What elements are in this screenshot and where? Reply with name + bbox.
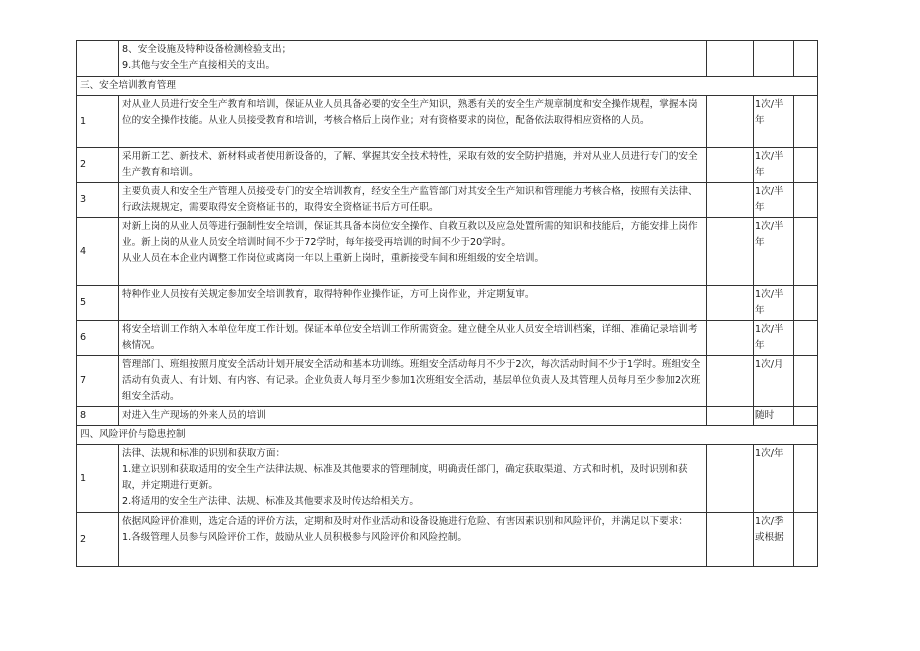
item-number: 4 <box>77 218 119 286</box>
item-number: 1 <box>77 445 119 513</box>
frequency-cell: 1次/半年 <box>754 183 794 218</box>
frequency-cell: 1次/半年 <box>754 148 794 183</box>
remarks-cell <box>794 183 818 218</box>
remarks-cell <box>794 41 818 77</box>
content-line: 9.其他与安全生产直接相关的支出。 <box>122 60 276 71</box>
frequency-cell: 1次/半年 <box>754 286 794 321</box>
content-line: 1.建立识别和获取适用的安全生产法律法规、标准及其他要求的管理制度，明确责任部门，确定获取渠道、方式和时机，及时识别和获取，并定期进行更新。 <box>122 464 688 491</box>
item-number: 2 <box>77 148 119 183</box>
blank-cell <box>707 148 754 183</box>
blank-cell <box>707 286 754 321</box>
table-row <box>77 286 818 321</box>
table-row <box>77 183 818 218</box>
content-line: 采用新工艺、新技术、新材料或者使用新设备的，了解、掌握其安全技术特性，采取有效的安全防护措施，并对从业人员进行专门的安全生产教育和培训。 <box>122 151 698 178</box>
blank-cell <box>707 445 754 513</box>
blank-cell <box>707 218 754 286</box>
item-content <box>119 183 707 218</box>
remarks-cell <box>794 218 818 286</box>
content-line: 8、安全设施及特种设备检测检验支出； <box>122 44 292 55</box>
content-line: 管理部门、班组按照月度安全活动计划开展安全活动和基本功训练。班组安全活动每月不少于2次，每次活动时间不少于1学时。班组安全活动有负责人、有计划、有内容、有记录。企业负责人每月至少参加1次班组安全活动，基层单位负责人及其管理人员每月至少参加2次班组安全活动。 <box>122 359 701 402</box>
remarks-cell <box>794 96 818 148</box>
item-content <box>119 321 707 356</box>
item-number: 7 <box>77 356 119 407</box>
table-row <box>77 321 818 356</box>
item-content <box>119 218 707 286</box>
content-line: 1.各级管理人员参与风险评价工作，鼓励从业人员积极参与风险评价和风险控制。 <box>122 532 467 543</box>
item-content <box>119 513 707 567</box>
item-content <box>119 148 707 183</box>
content-line: 对新上岗的从业人员等进行强制性安全培训，保证其具备本岗位安全操作、自救互救以及应急处置所需的知识和技能后，方能安排上岗作业。新上岗的从业人员安全培训时间不少于72学时，每年接受再培训的时间不少于20学时。 <box>122 221 698 248</box>
frequency-cell: 1次/半年 <box>754 218 794 286</box>
remarks-cell <box>794 513 818 567</box>
remarks-cell <box>794 321 818 356</box>
content-line: 对从业人员进行安全生产教育和培训，保证从业人员具备必要的安全生产知识，熟悉有关的安全生产规章制度和安全操作规程，掌握本岗位的安全操作技能。从业人员接受教育和培训，考核合格后上岗作业；对有资格要求的岗位，配备依法取得相应资格的人员。 <box>122 99 698 126</box>
content-line: 特种作业人员按有关规定参加安全培训教育，取得特种作业操作证，方可上岗作业，并定期复审。 <box>122 289 535 300</box>
item-number: 8 <box>77 407 119 426</box>
section-title: 三、安全培训教育管理 <box>77 77 818 96</box>
table-row <box>77 41 818 77</box>
table-row <box>77 148 818 183</box>
blank-cell <box>707 183 754 218</box>
item-number: 3 <box>77 183 119 218</box>
item-number: 2 <box>77 513 119 567</box>
frequency-cell: 1次/月 <box>754 356 794 407</box>
content-line: 将安全培训工作纳入本单位年度工作计划。保证本单位安全培训工作所需资金。建立健全从业人员安全培训档案，详细、准确记录培训考核情况。 <box>122 324 698 351</box>
remarks-cell <box>794 407 818 426</box>
content-line: 从业人员在本企业内调整工作岗位或离岗一年以上重新上岗时，重新接受车间和班组级的安全培训。 <box>122 253 545 264</box>
remarks-cell <box>794 356 818 407</box>
item-content <box>119 96 707 148</box>
item-number: 6 <box>77 321 119 356</box>
table-row <box>77 445 818 513</box>
remarks-cell <box>794 148 818 183</box>
frequency-cell: 1次/年 <box>754 445 794 513</box>
item-content <box>119 356 707 407</box>
content-line: 2.将适用的安全生产法律、法规、标准及其他要求及时传达给相关方。 <box>122 496 419 507</box>
safety-management-table <box>76 40 818 567</box>
frequency-cell <box>754 41 794 77</box>
blank-cell <box>707 321 754 356</box>
table-row <box>77 513 818 567</box>
item-number: 5 <box>77 286 119 321</box>
frequency-cell: 1次/季或根据 <box>754 513 794 567</box>
item-content <box>119 41 707 77</box>
remarks-cell <box>794 286 818 321</box>
content-line: 法律、法规和标准的识别和获取方面： <box>122 448 286 459</box>
table-row <box>77 218 818 286</box>
item-content <box>119 445 707 513</box>
item-number: 1 <box>77 96 119 148</box>
blank-cell <box>707 356 754 407</box>
item-number <box>77 41 119 77</box>
frequency-cell: 1次/半年 <box>754 321 794 356</box>
blank-cell <box>707 41 754 77</box>
frequency-cell: 随时 <box>754 407 794 426</box>
content-line: 对进入生产现场的外来人员的培训 <box>122 410 266 421</box>
item-content <box>119 286 707 321</box>
remarks-cell <box>794 445 818 513</box>
item-content <box>119 407 707 426</box>
blank-cell <box>707 513 754 567</box>
blank-cell <box>707 407 754 426</box>
blank-cell <box>707 96 754 148</box>
frequency-cell: 1次/半年 <box>754 96 794 148</box>
section-title: 四、风险评价与隐患控制 <box>77 426 818 445</box>
section-header-row <box>77 426 818 445</box>
section-header-row <box>77 77 818 96</box>
table-row <box>77 407 818 426</box>
table-row <box>77 356 818 407</box>
table-body <box>77 41 818 567</box>
content-line: 主要负责人和安全生产管理人员接受专门的安全培训教育，经安全生产监管部门对其安全生产知识和管理能力考核合格，按照有关法律、行政法规规定，需要取得安全资格证书的，取得安全资格证书后方可任职。 <box>122 186 698 213</box>
content-line: 依据风险评价准则，选定合适的评价方法，定期和及时对作业活动和设备设施进行危险、有害因素识别和风险评价，并满足以下要求： <box>122 516 689 527</box>
table-row <box>77 96 818 148</box>
